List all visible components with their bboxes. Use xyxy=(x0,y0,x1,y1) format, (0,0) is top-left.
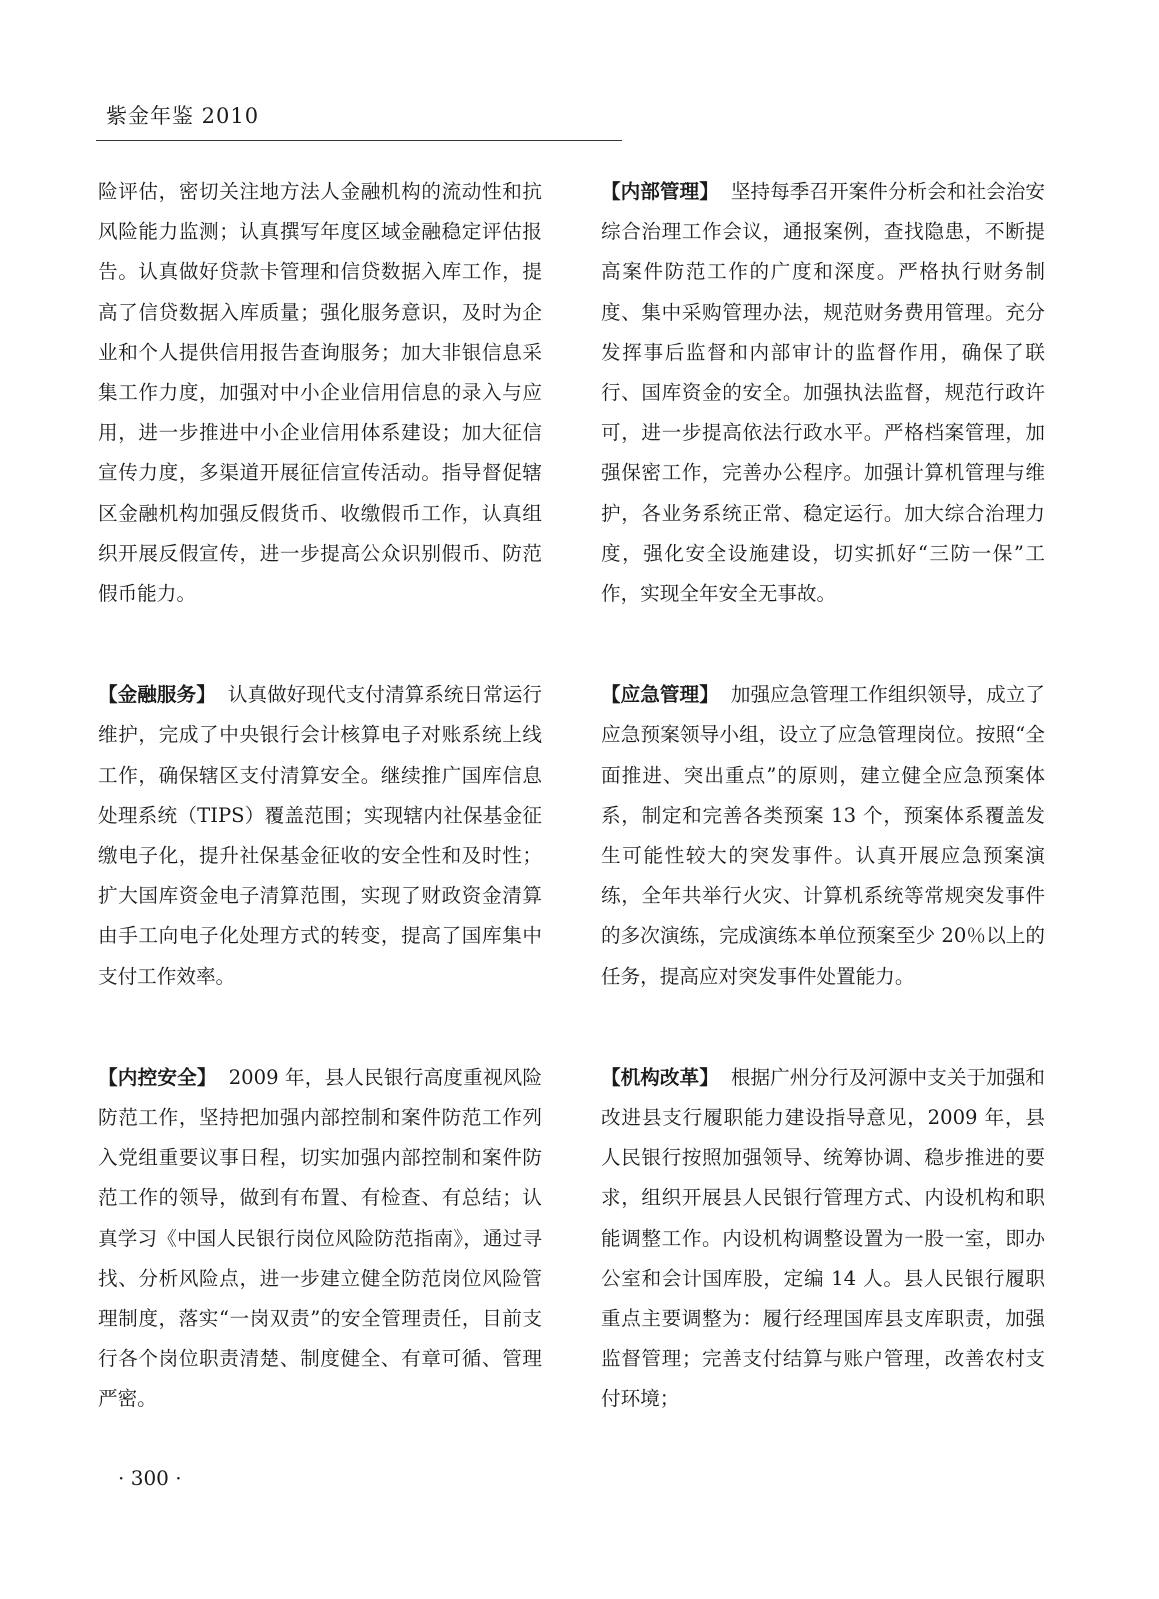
left-column xyxy=(98,172,542,1481)
paragraph-text: 认真做好现代支付清算系统日常运行维护，完成了中央银行会计核算电子对账系统上线工作，确保辖区支付清算安全。继续推广国库信息处理系统（TIPS）覆盖范围；实现辖内社保基金征缴电子化，提升社保基金征收的安全性和及时性；扩大国库资金电子清算范围，实现了财政资金清算由手工向电子化处理方式的转变，提高了国库集中支付工作效率。 xyxy=(98,683,543,988)
paragraph-institutional-reform xyxy=(601,1058,1045,1420)
page-number: · 300 · xyxy=(118,1466,182,1490)
section-heading: 【金融服务】 xyxy=(98,683,216,707)
paragraph-risk-continued xyxy=(98,172,542,614)
paragraph-text: 坚持每季召开案件分析会和社会治安综合治理工作会议，通报案例，查找隐患，不断提高案件防范工作的广度和深度。严格执行财务制度、集中采购管理办法，规范财务费用管理。充分发挥事后监督和内部审计的监督作用，确保了联行、国库资金的安全。加强执法监督，规范行政许可，进一步提高依法行政水平。严格档案管理，加强保密工作，完善办公程序。加强计算机管理与维护，各业务系统正常、稳定运行。加大综合治理力度，强化安全设施建设，切实抓好“三防一保”工作，实现全年安全无事故。 xyxy=(601,180,1046,606)
section-heading: 【应急管理】 xyxy=(601,683,719,707)
section-heading: 【内控安全】 xyxy=(98,1065,217,1089)
paragraph-text: 加强应急管理工作组织领导，成立了应急预案领导小组，设立了应急管理岗位。按照“全面推进、突出重点”的原则，建立健全应急预案体系，制定和完善各类预案 13 个，预案体系覆盖发生可能性较大的突发事件。认真开展应急预案演练，全年共举行火灾、计算机系统等常规突发事件的多次演练，完成演练本单位预案至少 20％以上的任务，提高应对突发事件处置能力。 xyxy=(601,683,1046,988)
paragraph-internal-control xyxy=(98,1058,542,1420)
paragraph-text: 险评估，密切关注地方法人金融机构的流动性和抗风险能力监测；认真撰写年度区域金融稳定评估报告。认真做好贷款卡管理和信贷数据入库工作，提高了信贷数据入库质量；强化服务意识，及时为企业和个人提供信用报告查询服务；加大非银信息采集工作力度，加强对中小企业信用信息的录入与应用，进一步推进中小企业信用体系建设；加大征信宣传力度，多渠道开展征信宣传活动。指导督促辖区金融机构加强反假货币、收缴假币工作，认真组织开展反假宣传，进一步提高公众识别假币、防范假币能力。 xyxy=(98,180,542,606)
paragraph-financial-services xyxy=(98,675,542,997)
header-rule xyxy=(96,140,622,141)
paragraph-emergency-management xyxy=(601,675,1045,997)
section-heading: 【机构改革】 xyxy=(601,1065,719,1089)
paragraph-text: 2009 年，县人民银行高度重视风险防范工作，坚持把加强内部控制和案件防范工作列入党组重要议事日程，切实加强内部控制和案件防范工作的领导，做到有布置、有检查、有总结；认真学习《中国人民银行岗位风险防范指南》，通过寻找、分析风险点，进一步建立健全防范岗位风险管理制度，落实“一岗双责”的安全管理责任，目前支行各个岗位职责清楚、制度健全、有章可循、管理严密。 xyxy=(98,1065,543,1411)
paragraph-internal-management xyxy=(601,172,1045,614)
running-header: 紫金年鉴 2010 xyxy=(106,104,260,128)
section-heading: 【内部管理】 xyxy=(601,180,719,203)
right-column xyxy=(601,172,1045,1481)
paragraph-text: 根据广州分行及河源中支关于加强和改进县支行履职能力建设指导意见，2009 年，县人民银行按照加强领导、统筹协调、稳步推进的要求，组织开展县人民银行管理方式、内设机构和职能调整工作。内设机构调整设置为一股一室，即办公室和会计国库股，定编 14 人。县人民银行履职重点主要调整为：履行经理国库县支库职责，加强监督管理；完善支付结算与账户管理，改善农村支付环境； xyxy=(601,1065,1046,1411)
